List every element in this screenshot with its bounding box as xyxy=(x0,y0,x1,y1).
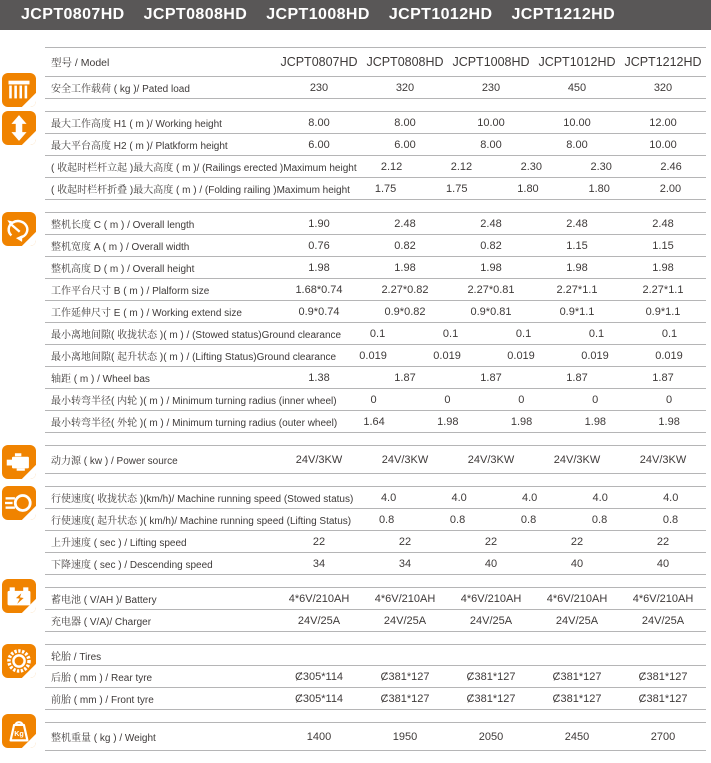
table-row xyxy=(45,553,706,574)
row-value: 320 xyxy=(653,81,673,94)
row-value: 0 xyxy=(592,393,599,406)
row-value: 24V/3KW xyxy=(467,453,515,466)
row-value: 4*6V/210AH xyxy=(460,592,522,605)
row-value: 0.1 xyxy=(442,327,459,340)
row-value: 230 xyxy=(309,81,329,94)
row-value: 0.1 xyxy=(369,327,386,340)
row-label: 整机重量 ( kg ) / Weight xyxy=(51,733,156,744)
row-value: 2.00 xyxy=(659,182,682,195)
row-value: 0 xyxy=(665,393,673,406)
table-row xyxy=(45,666,706,688)
row-label: 工作延伸尺寸 E ( m ) / Working extend size xyxy=(51,308,242,319)
row-label: 后胎 ( mm ) / Rear tyre xyxy=(51,673,153,684)
row-value: 1.98 xyxy=(394,261,416,274)
spec-section xyxy=(0,486,711,575)
row-value: 0.9*0.81 xyxy=(470,305,512,318)
row-value: 10.00 xyxy=(649,138,677,151)
table-row xyxy=(45,77,706,98)
row-value: 2.30 xyxy=(590,160,612,173)
row-value: Ȼ381*127 xyxy=(552,670,602,683)
row-value: 0.8 xyxy=(591,513,608,526)
row-label: 安全工作载荷 ( kg )/ Pated load xyxy=(51,84,190,95)
row-label: 整机宽度 A ( m ) / Overall width xyxy=(51,242,190,253)
row-value: 40 xyxy=(570,557,584,570)
table-row xyxy=(45,411,706,432)
row-value: 1.38 xyxy=(308,371,330,384)
row-value: 4.0 xyxy=(592,491,608,504)
row-value: 1.80 xyxy=(517,182,539,195)
row-value: 0.9*0.74 xyxy=(298,305,340,318)
row-value: 1.90 xyxy=(308,217,330,230)
table-row xyxy=(45,688,706,709)
topbar-model: JCPT0807HD xyxy=(21,6,125,23)
row-value: 0.019 xyxy=(359,349,387,362)
row-value: Ȼ381*127 xyxy=(466,692,516,705)
row-label: 蓄电池 ( V/AH )/ Battery xyxy=(51,595,157,606)
row-value: 2.46 xyxy=(660,160,682,173)
svg-text:Kg: Kg xyxy=(14,729,24,739)
row-value: 2.12 xyxy=(450,160,473,173)
row-value: 2.27*0.82 xyxy=(381,283,429,296)
topbar-model: JCPT1008HD xyxy=(266,6,370,23)
row-value: 24V/3KW xyxy=(553,453,601,466)
row-value: 1950 xyxy=(392,730,418,743)
row-value: 1.64 xyxy=(363,415,385,428)
row-value: 230 xyxy=(481,81,501,94)
row-label: 最小转弯半径( 外轮 )( m ) / Minimum turning radius (outer wheel) xyxy=(51,418,338,429)
row-value: 24V/25A xyxy=(469,614,513,627)
row-value: 8.00 xyxy=(480,138,502,151)
spec-section xyxy=(0,111,711,200)
row-value: 1.87 xyxy=(652,371,674,384)
row-value: 10.00 xyxy=(563,116,591,129)
row-value: 4*6V/210AH xyxy=(288,592,350,605)
row-value: 1400 xyxy=(306,730,332,743)
row-value: 22 xyxy=(312,535,326,548)
table-row xyxy=(45,235,706,257)
row-value: 4.0 xyxy=(522,491,538,504)
row-value: 1.15 xyxy=(566,239,588,252)
row-value: Ȼ381*127 xyxy=(466,670,516,683)
spec-section xyxy=(0,47,711,99)
row-value: 8.00 xyxy=(394,116,416,129)
row-value: Ȼ381*127 xyxy=(552,692,602,705)
row-value: Ȼ381*127 xyxy=(638,670,688,683)
row-label: 最大工作高度 H1 ( m )/ Working height xyxy=(51,119,222,130)
row-value: Ȼ381*127 xyxy=(638,692,688,705)
row-value: 34 xyxy=(312,557,326,570)
row-value: 0 xyxy=(518,393,525,406)
row-value: 1.98 xyxy=(510,415,533,428)
row-value: 0.019 xyxy=(507,349,535,362)
table-row xyxy=(45,509,706,531)
row-value: JCPT1008HD xyxy=(452,55,530,69)
table-row xyxy=(45,389,706,411)
row-value: 0 xyxy=(444,393,451,406)
row-value: 24V/25A xyxy=(297,614,341,627)
row-value: 0.8 xyxy=(520,513,537,526)
row-value: 22 xyxy=(570,535,584,548)
row-value: JCPT0807HD xyxy=(280,55,358,69)
table-row xyxy=(45,279,706,301)
row-value: 0.82 xyxy=(394,239,416,252)
spec-section xyxy=(0,587,711,632)
table-row xyxy=(45,178,706,199)
table-row xyxy=(45,112,706,134)
row-value: 22 xyxy=(484,535,498,548)
row-value: 8.00 xyxy=(566,138,588,151)
row-value: 4*6V/210AH xyxy=(374,592,436,605)
row-value: 12.00 xyxy=(649,116,677,129)
topbar-model: JCPT1212HD xyxy=(511,6,616,23)
row-value: 0.76 xyxy=(308,239,330,252)
table-row xyxy=(45,301,706,323)
row-value: 1.75 xyxy=(374,182,397,195)
row-value: 0.1 xyxy=(661,327,678,340)
row-value: 24V/25A xyxy=(383,614,427,627)
spec-section xyxy=(0,644,711,710)
row-value: 0.1 xyxy=(515,327,532,340)
working-height-icon xyxy=(2,111,36,145)
table-row xyxy=(45,134,706,156)
row-value: 40 xyxy=(484,557,498,570)
row-value: 1.98 xyxy=(652,261,674,274)
row-value: 2.48 xyxy=(652,217,674,230)
table-row xyxy=(45,367,706,389)
power-source-icon xyxy=(2,445,36,479)
row-value: 1.15 xyxy=(652,239,674,252)
row-value: Ȼ305*114 xyxy=(294,670,344,683)
row-value: 24V/25A xyxy=(641,614,685,627)
row-value: 22 xyxy=(656,535,670,548)
spec-section xyxy=(0,445,711,474)
tire-icon xyxy=(2,644,36,678)
row-value: JCPT1012HD xyxy=(538,55,616,69)
row-value: JCPT1212HD xyxy=(624,55,702,69)
table-row xyxy=(45,156,706,178)
row-label: 工作平台尺寸 B ( m ) / Plalform size xyxy=(51,286,210,297)
row-value: 0.82 xyxy=(480,239,502,252)
battery-icon xyxy=(2,579,36,613)
row-value: 1.68*0.74 xyxy=(295,283,343,296)
topbar-model-strip xyxy=(0,0,711,30)
table-row xyxy=(45,487,706,509)
row-value: 2.12 xyxy=(380,160,403,173)
row-label: 最小离地间隙( 收拢状态 )( m ) / (Stowed status)Ground clearance xyxy=(51,330,342,341)
table-row xyxy=(45,323,706,345)
row-label: 最大平台高度 H2 ( m )/ Platkform height xyxy=(51,141,228,152)
row-value: 22 xyxy=(398,535,412,548)
topbar-model: JCPT1012HD xyxy=(388,6,493,23)
row-value: 1.98 xyxy=(566,261,588,274)
row-label: 下降速度 ( sec ) / Descending speed xyxy=(51,560,213,571)
row-value: 0.019 xyxy=(433,349,461,362)
table-row xyxy=(45,345,706,367)
row-value: 1.80 xyxy=(588,182,610,195)
row-value: 1.87 xyxy=(566,371,588,384)
row-value: 1.98 xyxy=(308,261,330,274)
row-value: 2.48 xyxy=(566,217,588,230)
row-value: 0.1 xyxy=(588,327,605,340)
row-value: 2.30 xyxy=(520,160,542,173)
row-label: 整机长度 C ( m ) / Overall length xyxy=(51,220,195,231)
table-row xyxy=(45,588,706,610)
row-value: 2.27*0.81 xyxy=(467,283,515,296)
row-value: 2.48 xyxy=(480,217,502,230)
row-value: 0.019 xyxy=(581,349,609,362)
row-value: 2.27*1.1 xyxy=(556,283,598,296)
row-value: 2.27*1.1 xyxy=(642,283,684,296)
row-value: Ȼ381*127 xyxy=(380,692,430,705)
row-label: 行使速度( 起升状态 )( km/h)/ Machine running speed (Lifting Status) xyxy=(51,516,352,527)
row-value: 0.9*1.1 xyxy=(645,305,681,318)
topbar-model: JCPT0808HD xyxy=(143,6,248,23)
model-header-row xyxy=(45,48,706,77)
row-value: 4.0 xyxy=(663,491,679,504)
spec-section xyxy=(0,212,711,433)
row-label: ( 收起时栏杆折叠 )最大高度 ( m ) / (Folding railing )Maximum height xyxy=(51,185,350,196)
row-value: 4*6V/210AH xyxy=(632,592,694,605)
spec-table xyxy=(0,47,711,763)
row-value: 0.8 xyxy=(662,513,679,526)
row-label: 充电器 ( V/A)/ Charger xyxy=(51,617,152,628)
row-value: 1.98 xyxy=(584,415,607,428)
row-label: 上升速度 ( sec ) / Lifting speed xyxy=(51,538,187,549)
row-value: 10.00 xyxy=(477,116,505,129)
table-row xyxy=(45,723,706,750)
table-row xyxy=(45,213,706,235)
row-label: 轴距 ( m ) / Wheel bas xyxy=(51,374,150,385)
row-label: ( 收起时栏杆立起 )最大高度 ( m )/ (Railings erected )Maximum height xyxy=(51,163,357,174)
row-value: 1.87 xyxy=(480,371,502,384)
table-row xyxy=(45,257,706,279)
row-value: 4*6V/210AH xyxy=(546,592,608,605)
row-label: 整机高度 D ( m ) / Overall height xyxy=(51,264,195,275)
row-value: Ȼ305*114 xyxy=(294,692,344,705)
row-value: 1.75 xyxy=(446,182,468,195)
row-value: 0.019 xyxy=(655,349,683,362)
row-value: 0 xyxy=(370,393,377,406)
row-value: 34 xyxy=(398,557,412,570)
row-label: 前胎 ( mm ) / Front tyre xyxy=(51,695,154,706)
row-label: 动力源 ( kw ) / Power source xyxy=(51,456,178,467)
row-value: 1.87 xyxy=(394,371,416,384)
table-row xyxy=(45,446,706,473)
row-value: JCPT0808HD xyxy=(366,55,444,69)
table-row xyxy=(45,610,706,631)
spec-section xyxy=(0,722,711,751)
row-label: 最小离地间隙( 起升状态 )( m ) / (Lifting Status)Ground clearance xyxy=(51,352,337,363)
row-value: 2050 xyxy=(478,730,504,743)
row-value: 0.9*1.1 xyxy=(559,305,595,318)
row-value: 320 xyxy=(395,81,415,94)
turning-radius-icon xyxy=(2,212,36,246)
weight-icon xyxy=(2,714,36,748)
row-value: 0.8 xyxy=(449,513,466,526)
row-value: 4.0 xyxy=(451,491,467,504)
row-value: 450 xyxy=(567,81,587,94)
row-label: 轮胎 / Tires xyxy=(51,651,102,663)
row-value: 0.9*0.82 xyxy=(384,305,426,318)
row-value: 24V/3KW xyxy=(381,453,429,466)
row-value: Ȼ381*127 xyxy=(380,670,430,683)
platform-load-icon xyxy=(2,73,36,107)
row-value: 8.00 xyxy=(308,116,330,129)
row-value: 6.00 xyxy=(394,138,416,151)
table-row xyxy=(45,531,706,553)
row-value: 1.98 xyxy=(437,415,459,428)
row-value: 1.98 xyxy=(658,415,680,428)
row-value: 24V/25A xyxy=(555,614,599,627)
row-value: 6.00 xyxy=(308,138,330,151)
row-value: 4.0 xyxy=(380,491,397,504)
row-value: 40 xyxy=(656,557,670,570)
row-label: 行使速度( 收拢状态 )(km/h)/ Machine running speed (Stowed status) xyxy=(51,494,354,505)
row-value: 2450 xyxy=(564,730,590,743)
row-value: 0.8 xyxy=(378,513,395,526)
row-value: 1.98 xyxy=(480,261,502,274)
row-value: 24V/3KW xyxy=(295,453,343,466)
speed-icon xyxy=(2,486,36,520)
row-value: 2.48 xyxy=(394,217,416,230)
table-row xyxy=(45,645,706,666)
row-value: 2700 xyxy=(650,730,676,743)
row-value: 24V/3KW xyxy=(639,453,687,466)
row-label: 型号 / Model xyxy=(51,56,110,69)
row-label: 最小转弯半径( 内轮 )( m ) / Minimum turning radius (inner wheel) xyxy=(51,396,337,407)
